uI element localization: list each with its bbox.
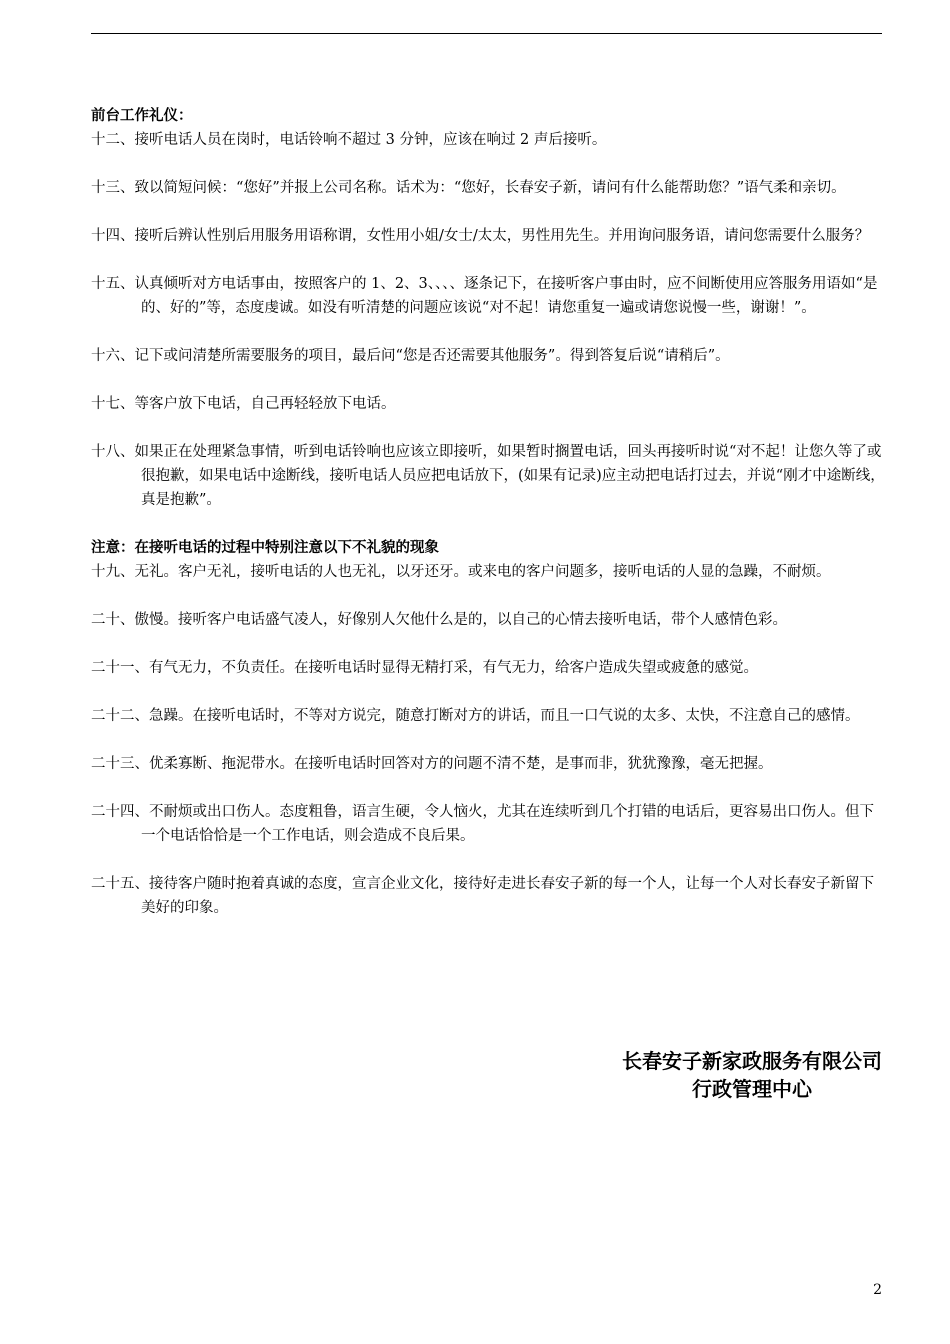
section-heading-reception: 前台工作礼仪： <box>91 108 193 124</box>
rule-item-20: 二十、傲慢。接听客户电话盛气凌人，好像别人欠他什么是的，以自己的心情去接听电话，带个人感情色彩。 <box>91 612 787 628</box>
rule-item-19: 十九、无礼。客户无礼，接听电话的人也无礼，以牙还牙。或来电的客户问题多，接听电话的人显的急躁，不耐烦。 <box>91 564 831 580</box>
rule-item-21: 二十一、有气无力，不负责任。在接听电话时显得无精打采，有气无力，给客户造成失望或疲惫的感觉。 <box>91 660 758 676</box>
page-number: 2 <box>873 1282 882 1298</box>
rule-item-25: 二十五、接待客户随时抱着真诚的态度，宣言企业文化，接待好走进长春安子新的每一个人，让每一个人对长春安子新留下美好的印象。 <box>91 876 874 916</box>
signature-department: 行政管理中心 <box>692 1077 812 1101</box>
signature-company: 长春安子新家政服务有限公司 <box>622 1049 882 1073</box>
rule-item-12: 十二、接听电话人员在岗时，电话铃响不超过 3 分钟，应该在响过 2 声后接听。 <box>91 132 607 148</box>
rule-item-13: 十三、致以简短问候：“您好”并报上公司名称。话术为：“您好，长春安子新，请问有什么能帮助您？”语气柔和亲切。 <box>91 180 846 196</box>
rule-item-17: 十七、等客户放下电话，自己再轻轻放下电话。 <box>91 396 396 412</box>
rule-item-16: 十六、记下或问清楚所需要服务的项目，最后问“您是否还需要其他服务”。得到答复后说“请稍后”。 <box>91 348 730 364</box>
rule-item-18: 十八、如果正在处理紧急事情，听到电话铃响也应该立即接听，如果暂时搁置电话，回头再接听时说“对不起！让您久等了或很抱歉，如果电话中途断线，接听电话人员应把电话放下，(如果有记录)应主动把电话打过去，并说“刚才中途断线，真是抱歉”。 <box>91 444 885 508</box>
rule-item-15: 十五、认真倾听对方电话事由，按照客户的 1、2、3、、、、逐条记下，在接听客户事由时，应不间断使用应答服务用语如“是的、好的”等，态度虔诚。如没有听清楚的问题应该说“对不起！请您重复一遍或请您说慢一些，谢谢！”。 <box>91 276 878 316</box>
section-heading-attention: 注意：在接听电话的过程中特别注意以下不礼貌的现象 <box>91 540 439 556</box>
rule-item-24: 二十四、不耐烦或出口伤人。态度粗鲁，语言生硬，令人恼火，尤其在连续听到几个打错的电话后，更容易出口伤人。但下一个电话恰恰是一个工作电话，则会造成不良后果。 <box>91 804 874 844</box>
rule-item-22: 二十二、急躁。在接听电话时，不等对方说完，随意打断对方的讲话，而且一口气说的太多、太快，不注意自己的感情。 <box>91 708 860 724</box>
header-rule <box>91 33 882 34</box>
document-body <box>91 104 886 920</box>
rule-item-23: 二十三、优柔寡断、拖泥带水。在接听电话时回答对方的问题不清不楚，是事而非，犹犹豫豫，毫无把握。 <box>91 756 773 772</box>
rule-item-14: 十四、接听后辨认性别后用服务用语称谓，女性用小姐/女士/太太，男性用先生。并用询问服务语，请问您需要什么服务？ <box>91 228 870 244</box>
signature-block <box>622 1047 882 1103</box>
